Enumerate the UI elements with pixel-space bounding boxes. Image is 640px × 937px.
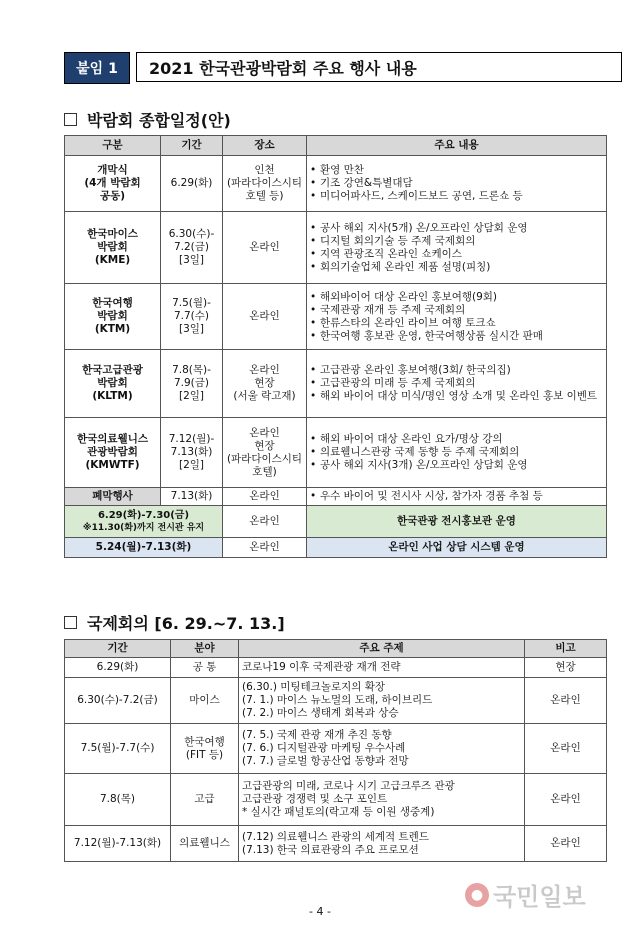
topic-item: (7. 1.) 마이스 뉴노멀의 도래, 하이브리드 [242,694,433,706]
conf-field: 한국여행 (FIT 등) [171,724,239,774]
bullet-item: • 해외 바이어 대상 미식/명인 영상 소개 및 온라인 홍보 이벤트 [310,390,603,403]
table-row [65,350,607,418]
topic-list [242,729,521,768]
conf-note: 온라인 [525,724,607,774]
table-row [65,212,607,284]
bullet-item: • 환영 만찬 [310,164,603,177]
event-name: 한국여행 박람회 (KTM) [65,284,161,350]
event-place: 온라인 현장 (서울 락고재) [223,350,307,418]
event-place: 온라인 [223,212,307,284]
event-name: 한국고급관광 박람회 (KLTM) [65,350,161,418]
bullet-list [310,222,603,274]
table-row [65,156,607,212]
topic-item: 고급관광의 미래, 코로나 시기 고급크루즈 관광 [242,780,455,792]
event-place: 온라인 [223,488,307,506]
topic-item: (7.12) 의료웰니스 관광의 세계적 트렌드 [242,830,429,843]
event-content [307,488,607,506]
checkbox-icon [64,616,77,629]
bullet-item: • 기조 강연&특별대담 [310,177,603,190]
topic-item: 고급관광 경쟁력 및 소구 포인트 [242,793,388,805]
topic-list [242,681,521,720]
event-place: 온라인 현장 (파라다이스시티 호텔) [223,418,307,488]
event-period: 7.8(목)- 7.9(금) [2일] [161,350,223,418]
extra-content: 한국관광 전시홍보관 운영 [307,506,607,538]
topic-item: (7. 7.) 글로벌 항공산업 동향과 전망 [242,755,409,767]
bullet-item: • 회의기술업체 온라인 제품 설명(피칭) [310,261,603,274]
bullet-item: • 의료웰니스관광 국제 동향 등 주제 국제회의 [310,446,603,459]
table-row [65,826,607,862]
bullet-item: • 고급관광의 미래 등 주제 국제회의 [310,377,603,390]
event-content [307,156,607,212]
bullet-item: • 한류스타의 온라인 라이브 여행 토크쇼 [310,317,603,330]
column-header: 구분 [65,136,161,156]
topic-item: (7. 5.) 국제 관광 재개 추진 동향 [242,729,392,741]
topic-list [242,780,521,819]
bullet-item: • 한국여행 홍보관 운영, 한국여행상품 실시간 판매 [310,330,603,343]
event-period: 7.12(월)- 7.13(화) [2일] [161,418,223,488]
topic-item: (6.30.) 미팅테크놀로지의 확장 [242,681,386,693]
topic-list [242,831,521,857]
event-name: 한국의료웰니스 관광박람회 (KMWTF) [65,418,161,488]
topic-item: (7. 6.) 디지털관광 마케팅 우수사례 [242,742,406,754]
event-content [307,212,607,284]
bullet-item: • 해외바이어 대상 온라인 홍보여행(9회) [310,291,603,304]
event-name: 개막식 (4개 박람회 공동) [65,156,161,212]
bullet-item: • 국제관광 재개 등 주제 국제회의 [310,304,603,317]
bullet-list [310,164,603,203]
bullet-item: • 공사 해외 지사(3개) 온/오프라인 상담회 운영 [310,459,603,472]
logo-icon: ● [465,883,489,907]
extra-period [65,506,223,538]
section2-heading [64,611,285,634]
period-text: 6.29(화)-7.30(금) [97,509,190,521]
watermark-text: 국민일보 [493,883,586,911]
event-period: 7.13(화) [161,488,223,506]
topic-item: 코로나19 이후 국제관광 재개 전략 [242,661,401,673]
conf-topics [239,774,525,826]
topic-item: (7. 2.) 마이스 생태계 회복과 상승 [242,707,399,719]
event-place: 인천 (파라다이스시티 호텔 등) [223,156,307,212]
conf-topics [239,678,525,724]
conf-note: 온라인 [525,826,607,862]
event-name: 폐막행사 [65,488,161,506]
event-content [307,284,607,350]
bullet-list [310,364,603,403]
conf-field: 마이스 [171,678,239,724]
conf-period: 7.12(월)-7.13(화) [65,826,171,862]
conf-period: 7.8(목) [65,774,171,826]
schedule-table [64,135,607,558]
bullet-list [310,291,603,343]
bullet-list [310,490,603,503]
extra-period: 5.24(월)-7.13(화) [65,538,223,558]
column-header: 분야 [171,640,239,658]
conf-note: 온라인 [525,678,607,724]
topic-item: * 실시간 패널토의(락고재 등 이원 생중계) [242,806,435,818]
bullet-item: • 미디어파사드, 스케이드보드 공연, 드론쇼 등 [310,190,603,203]
table-row [65,724,607,774]
event-period: 6.29(화) [161,156,223,212]
conf-period: 6.29(화) [65,658,171,678]
bullet-item: • 공사 해외 지사(5개) 온/오프라인 상담회 운영 [310,222,603,235]
page-number: - 4 - [309,905,331,918]
topic-item: (7.13) 한국 의료관광의 주요 프로모션 [242,843,419,856]
extra-place: 온라인 [223,506,307,538]
table-row [65,538,607,558]
bullet-item: • 해외 바이어 대상 온라인 요가/명상 강의 [310,433,603,446]
event-period: 6.30(수)- 7.2(금) [3일] [161,212,223,284]
bullet-item: • 고급관광 온라인 홍보여행(3회/ 한국의집) [310,364,603,377]
bullet-item: • 지역 관광조직 온라인 쇼케이스 [310,248,603,261]
bullet-list [310,433,603,472]
table-row [65,658,607,678]
column-header: 주요 내용 [307,136,607,156]
extra-content: 온라인 사업 상담 시스템 운영 [307,538,607,558]
event-content [307,350,607,418]
conf-period: 7.5(월)-7.7(수) [65,724,171,774]
conf-field: 의료웰니스 [171,826,239,862]
column-header: 기간 [65,640,171,658]
event-period: 7.5(월)- 7.7(수) [3일] [161,284,223,350]
conference-table [64,639,607,862]
extra-place: 온라인 [223,538,307,558]
table-row [65,774,607,826]
column-header: 기간 [161,136,223,156]
column-header: 장소 [223,136,307,156]
conf-topics [239,826,525,862]
bullet-item: • 우수 바이어 및 전시사 시상, 참가자 경품 추첨 등 [310,490,603,503]
event-place: 온라인 [223,284,307,350]
conf-field: 공 통 [171,658,239,678]
bullet-item: • 디지털 회의기술 등 주제 국제회의 [310,235,603,248]
conf-field: 고급 [171,774,239,826]
conf-period: 6.30(수)-7.2(금) [65,678,171,724]
table-row [65,488,607,506]
table-row [65,284,607,350]
table-row [65,506,607,538]
page-title: 2021 한국관광박람회 주요 행사 내용 [136,52,622,82]
table-row [65,678,607,724]
column-header: 주요 주제 [239,640,525,658]
conf-note: 온라인 [525,774,607,826]
conf-note: 현장 [525,658,607,678]
note-text: ※11.30(화)까지 전시관 유지 [82,522,205,533]
attachment-tag: 붙임 1 [64,52,130,84]
section1-heading [64,108,231,131]
event-name: 한국마이스 박람회 (KME) [65,212,161,284]
event-content [307,418,607,488]
checkbox-icon [64,113,77,126]
table-row [65,418,607,488]
conf-topics [239,724,525,774]
section2-title: 국제회의 [6. 29.~7. 13.] [87,614,285,633]
header [64,52,622,82]
topic-list [242,661,521,674]
section1-title: 박람회 종합일정(안) [87,111,231,130]
column-header: 비고 [525,640,607,658]
conf-topics [239,658,525,678]
